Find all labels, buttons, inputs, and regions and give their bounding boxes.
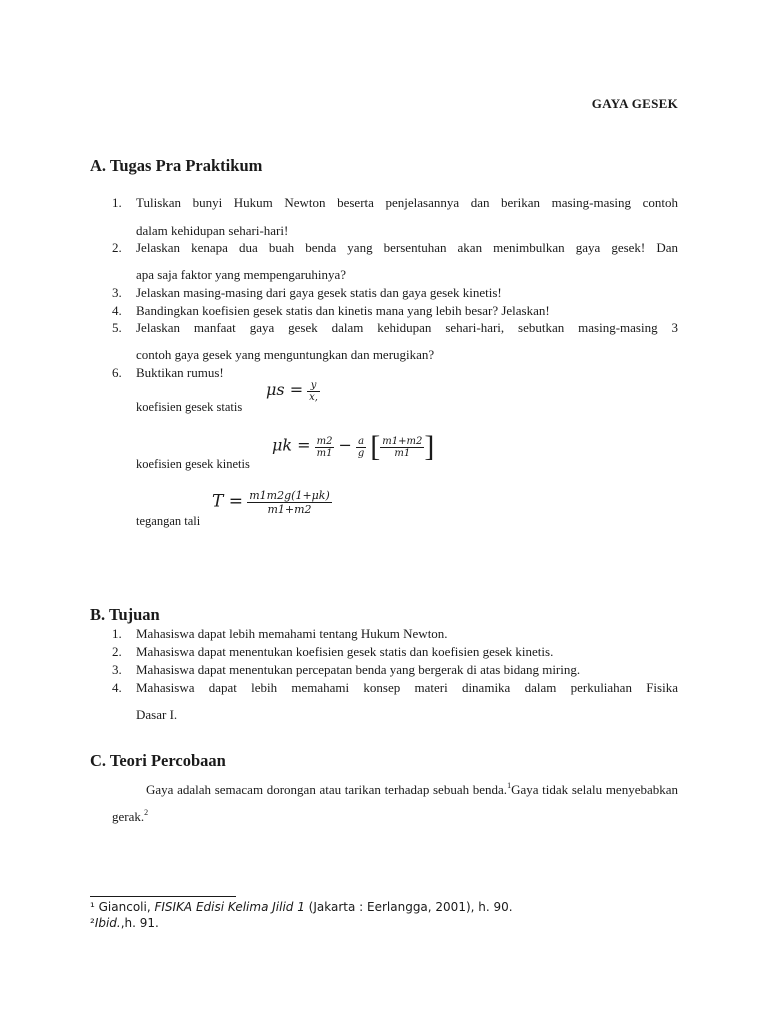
- minus-sign: −: [338, 435, 352, 455]
- footnote-mark: ²: [90, 916, 95, 930]
- item-text: Mahasiswa dapat lebih memahami konsep materi dinamika dalam perkuliahan Fisika: [136, 680, 678, 695]
- formula-label-tension: tegangan tali: [136, 514, 201, 528]
- paragraph-text: Gaya adalah semacam dorongan atau tarikan terhadap sebuah benda.: [146, 782, 508, 797]
- formula-lhs: μs =: [266, 380, 304, 400]
- fraction: [315, 436, 335, 459]
- paragraph-text: Gaya tidak selalu menyebabkan gerak.: [112, 782, 679, 824]
- fraction: [247, 489, 332, 516]
- item-number: 3.: [112, 285, 122, 300]
- list-item: [112, 674, 678, 702]
- formula-kinetic: [272, 430, 434, 464]
- item-text: Bandingkan koefisien gesek statis dan kinetis mana yang lebih besar? Jelaskan!: [136, 303, 550, 318]
- item-number: 4.: [112, 680, 122, 695]
- numerator: m1+m2: [382, 435, 423, 447]
- footnote-text: Giancoli,: [94, 900, 155, 914]
- footnote-text: (Jakarta : Eerlangga, 2001), h. 90.: [304, 900, 513, 914]
- item-number: 1.: [112, 626, 122, 641]
- item-text: Mahasiswa dapat menentukan percepatan benda yang bergerak di atas bidang miring.: [136, 662, 581, 677]
- item-number: 4.: [112, 303, 122, 318]
- item-text: dalam kehidupan sehari-hari!: [136, 223, 289, 238]
- item-text: contoh gaya gesek yang menguntungkan dan merugikan?: [136, 347, 435, 362]
- footnote-text: ,h. 91.: [120, 916, 159, 930]
- item-text: Mahasiswa dapat menentukan koefisien gesek statis dan koefisien gesek kinetis.: [136, 644, 554, 659]
- fraction: [380, 436, 424, 459]
- numerator: a: [356, 436, 366, 448]
- footnote: [90, 916, 159, 930]
- footnote-ibid: Ibid.: [94, 916, 121, 930]
- fraction: [307, 380, 320, 403]
- denominator: g: [357, 447, 365, 459]
- numerator: m2: [316, 435, 333, 447]
- section-c-heading: C. Teori Percobaan: [90, 751, 226, 770]
- item-text: Jelaskan kenapa dua buah benda yang bersentuhan akan menimbulkan gaya gesek! Dan: [136, 240, 678, 255]
- item-text: Buktikan rumus!: [136, 365, 224, 380]
- section-b-heading: B. Tujuan: [90, 605, 160, 624]
- numerator: m1m2g(1+μk): [249, 489, 330, 502]
- list-item-continuation: [112, 701, 678, 729]
- item-text: Jelaskan manfaat gaya gesek dalam kehidupan sehari-hari, sebutkan masing-masing 3: [136, 320, 678, 335]
- footnote-ref: 2: [144, 808, 149, 817]
- list-item: [112, 234, 678, 262]
- list-item: [112, 189, 678, 217]
- footnote-book-title: FISIKA Edisi Kelima Jilid 1: [154, 900, 305, 914]
- denominator: m1: [394, 447, 411, 459]
- item-text: Tuliskan bunyi Hukum Newton beserta penjelasannya dan berikan masing-masing contoh: [136, 195, 678, 210]
- left-bracket: [: [370, 430, 381, 463]
- item-number: 2.: [112, 240, 122, 255]
- numerator: y: [307, 380, 320, 392]
- denominator: m1: [316, 447, 333, 459]
- formula-label-static: koefisien gesek statis: [136, 400, 243, 414]
- formula-static: [266, 380, 320, 403]
- footnote-divider: [90, 896, 236, 897]
- body-paragraph: [112, 776, 678, 830]
- formula-lhs: μk =: [272, 435, 311, 455]
- section-a-heading: A. Tugas Pra Praktikum: [90, 156, 263, 175]
- document-title: GAYA GESEK: [591, 96, 678, 111]
- item-text: apa saja faktor yang mempengaruhinya?: [136, 267, 347, 282]
- item-text: Jelaskan masing-masing dari gaya gesek statis dan gaya gesek kinetis!: [136, 285, 502, 300]
- formula-lhs: T =: [212, 491, 243, 512]
- item-number: 5.: [112, 320, 122, 335]
- fraction: [356, 436, 366, 459]
- item-number: 6.: [112, 365, 122, 380]
- item-text: Mahasiswa dapat lebih memahami tentang Hukum Newton.: [136, 626, 448, 641]
- footnote-ref: 1: [507, 781, 512, 790]
- footnote: [90, 900, 513, 914]
- footnote-mark: ¹: [90, 900, 95, 914]
- item-number: 1.: [112, 195, 122, 210]
- item-text: Dasar I.: [136, 707, 178, 722]
- denominator: m1+m2: [267, 503, 312, 516]
- list-item: [112, 359, 678, 387]
- denominator: x,: [309, 392, 318, 403]
- item-number: 2.: [112, 644, 122, 659]
- item-number: 3.: [112, 662, 122, 677]
- formula-tension: [212, 489, 332, 516]
- formula-label-kinetic: koefisien gesek kinetis: [136, 457, 250, 471]
- right-bracket: ]: [424, 430, 435, 463]
- list-item: [112, 314, 678, 342]
